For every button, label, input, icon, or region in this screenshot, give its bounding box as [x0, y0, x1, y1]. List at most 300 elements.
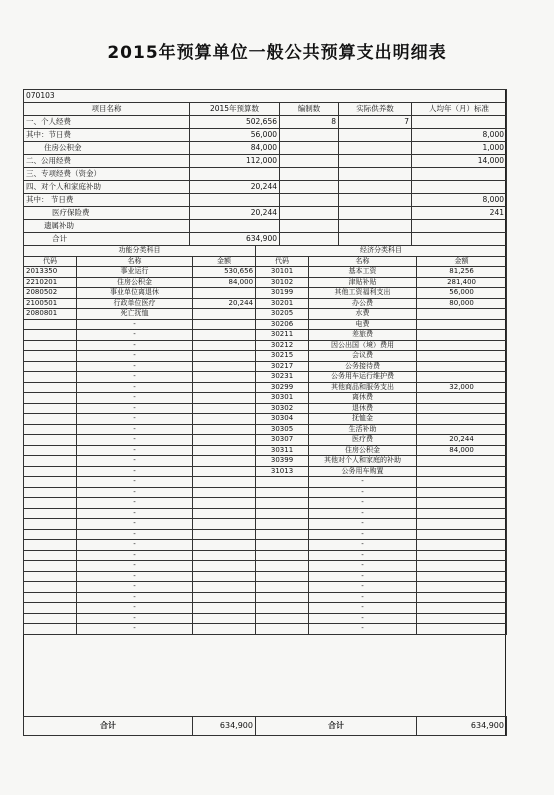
econ-code	[256, 561, 309, 572]
summary-amount: 84,000	[190, 142, 280, 155]
econ-amount	[417, 477, 507, 488]
func-amount	[193, 477, 256, 488]
table-row	[24, 519, 507, 530]
summary-row	[24, 142, 507, 155]
summary-shiji	[339, 220, 412, 233]
econ-amount	[417, 624, 507, 635]
table-row	[24, 561, 507, 572]
summary-bianzhi	[280, 207, 339, 220]
func-code	[24, 340, 77, 351]
econ-amount: 81,256	[417, 267, 507, 278]
econ-amount	[417, 508, 507, 519]
summary-standard	[412, 168, 507, 181]
econ-amount: 20,244	[417, 435, 507, 446]
func-amount	[193, 424, 256, 435]
econ-code	[256, 477, 309, 488]
header-bianzhi: 编制数	[280, 103, 339, 116]
econ-code: 30304	[256, 414, 309, 425]
econ-amount-header: 金额	[417, 256, 507, 267]
table-row	[24, 529, 507, 540]
func-amount	[193, 624, 256, 635]
func-name: -	[77, 487, 193, 498]
budget-sheet	[23, 89, 506, 736]
table-row	[24, 372, 507, 383]
econ-code: 30399	[256, 456, 309, 467]
summary-standard	[412, 181, 507, 194]
header-item-name: 项目名称	[24, 103, 190, 116]
func-amount: 20,244	[193, 298, 256, 309]
summary-row	[24, 207, 507, 220]
table-row	[24, 613, 507, 624]
summary-shiji	[339, 233, 412, 246]
econ-code	[256, 603, 309, 614]
summary-row	[24, 181, 507, 194]
econ-name: 会议费	[309, 351, 417, 362]
func-name: -	[77, 540, 193, 551]
func-code	[24, 319, 77, 330]
summary-amount	[190, 194, 280, 207]
func-amount	[193, 456, 256, 467]
econ-name: 公务用车购置	[309, 466, 417, 477]
econ-name: 公务用车运行维护费	[309, 372, 417, 383]
func-name: -	[77, 330, 193, 341]
total-amount-left: 634,900	[193, 717, 256, 736]
table-row	[24, 540, 507, 551]
func-amount	[193, 414, 256, 425]
table-row	[24, 435, 507, 446]
grand-total-row	[24, 717, 507, 736]
func-code	[24, 613, 77, 624]
econ-amount	[417, 529, 507, 540]
econ-name: 其他工资福利支出	[309, 288, 417, 299]
func-name: -	[77, 477, 193, 488]
header-shiji: 实际供养数	[339, 103, 412, 116]
func-amount	[193, 613, 256, 624]
table-row	[24, 508, 507, 519]
grid-header-row	[24, 256, 507, 267]
func-code	[24, 550, 77, 561]
table-row	[24, 393, 507, 404]
table-row	[24, 550, 507, 561]
econ-name: -	[309, 571, 417, 582]
summary-amount: 502,656	[190, 116, 280, 129]
func-code	[24, 582, 77, 593]
func-code	[24, 330, 77, 341]
summary-shiji	[339, 207, 412, 220]
econ-amount	[417, 613, 507, 624]
summary-standard: 1,000	[412, 142, 507, 155]
econ-amount	[417, 550, 507, 561]
econ-code	[256, 613, 309, 624]
table-row	[24, 582, 507, 593]
header-budget: 2015年预算数	[190, 103, 280, 116]
summary-item-name: 医疗保险费	[24, 207, 190, 220]
summary-item-name: 四、对个人和家庭补助	[24, 181, 190, 194]
func-amount	[193, 288, 256, 299]
func-name: -	[77, 466, 193, 477]
func-code	[24, 603, 77, 614]
summary-item-name: 遗属补助	[24, 220, 190, 233]
func-name: -	[77, 613, 193, 624]
summary-row	[24, 116, 507, 129]
table-row	[24, 603, 507, 614]
func-amount	[193, 519, 256, 530]
econ-name: -	[309, 592, 417, 603]
func-amount-header: 金额	[193, 256, 256, 267]
func-code	[24, 435, 77, 446]
func-name: -	[77, 561, 193, 572]
func-name: -	[77, 372, 193, 383]
econ-code	[256, 498, 309, 509]
econ-code: 30305	[256, 424, 309, 435]
func-name: 行政单位医疗	[77, 298, 193, 309]
summary-bianzhi	[280, 233, 339, 246]
summary-amount: 20,244	[190, 181, 280, 194]
econ-name: -	[309, 582, 417, 593]
econ-amount	[417, 571, 507, 582]
econ-amount	[417, 466, 507, 477]
summary-standard	[412, 116, 507, 129]
table-row	[24, 298, 507, 309]
econ-code	[256, 624, 309, 635]
section-header-row	[24, 246, 507, 257]
econ-name: -	[309, 624, 417, 635]
econ-code	[256, 508, 309, 519]
econ-code	[256, 550, 309, 561]
econ-name: -	[309, 613, 417, 624]
func-name: -	[77, 435, 193, 446]
summary-row	[24, 155, 507, 168]
summary-standard: 241	[412, 207, 507, 220]
func-code: 2210201	[24, 277, 77, 288]
summary-item-name: 住房公积金	[24, 142, 190, 155]
summary-item-name: 一、个人经费	[24, 116, 190, 129]
econ-code: 30211	[256, 330, 309, 341]
func-name: -	[77, 351, 193, 362]
summary-item-name: 合计	[24, 233, 190, 246]
func-name: -	[77, 456, 193, 467]
econ-amount	[417, 414, 507, 425]
econ-name: -	[309, 550, 417, 561]
func-name: -	[77, 571, 193, 582]
econ-name: 因公出国（境）费用	[309, 340, 417, 351]
table-row	[24, 477, 507, 488]
func-code	[24, 519, 77, 530]
table-row	[24, 288, 507, 299]
econ-code	[256, 571, 309, 582]
summary-bianzhi: 8	[280, 116, 339, 129]
econ-name: 办公费	[309, 298, 417, 309]
summary-row	[24, 220, 507, 233]
func-name: -	[77, 624, 193, 635]
func-name-header: 名称	[77, 256, 193, 267]
func-name: -	[77, 340, 193, 351]
func-code	[24, 508, 77, 519]
func-code	[24, 477, 77, 488]
func-amount	[193, 372, 256, 383]
econ-code	[256, 529, 309, 540]
func-amount	[193, 498, 256, 509]
func-code	[24, 361, 77, 372]
econ-name: -	[309, 603, 417, 614]
func-code: 2100501	[24, 298, 77, 309]
func-code	[24, 372, 77, 383]
func-name: -	[77, 519, 193, 530]
func-amount	[193, 319, 256, 330]
econ-code	[256, 487, 309, 498]
econ-amount: 32,000	[417, 382, 507, 393]
total-label-left: 合计	[24, 717, 193, 736]
econ-name: 医疗费	[309, 435, 417, 446]
econ-name: -	[309, 529, 417, 540]
func-name: -	[77, 361, 193, 372]
econ-amount	[417, 487, 507, 498]
econ-code: 30311	[256, 445, 309, 456]
table-row	[24, 403, 507, 414]
summary-bianzhi	[280, 142, 339, 155]
econ-name: 抚恤金	[309, 414, 417, 425]
summary-amount: 56,000	[190, 129, 280, 142]
func-code-header: 代码	[24, 256, 77, 267]
summary-amount: 112,000	[190, 155, 280, 168]
summary-shiji	[339, 194, 412, 207]
table-row	[24, 445, 507, 456]
summary-bianzhi	[280, 155, 339, 168]
summary-shiji	[339, 129, 412, 142]
econ-code: 30302	[256, 403, 309, 414]
table-row	[24, 571, 507, 582]
econ-code: 30205	[256, 309, 309, 320]
unit-row	[24, 90, 507, 103]
summary-row	[24, 129, 507, 142]
func-amount	[193, 592, 256, 603]
econ-amount	[417, 351, 507, 362]
summary-amount	[190, 168, 280, 181]
func-amount	[193, 508, 256, 519]
table-row	[24, 319, 507, 330]
func-section-title: 功能分类科目	[24, 246, 256, 257]
summary-bianzhi	[280, 168, 339, 181]
summary-standard	[412, 233, 507, 246]
func-amount	[193, 351, 256, 362]
econ-name: -	[309, 487, 417, 498]
func-name: 事业运行	[77, 267, 193, 278]
econ-amount	[417, 424, 507, 435]
func-amount: 530,656	[193, 267, 256, 278]
summary-amount: 20,244	[190, 207, 280, 220]
summary-amount: 634,900	[190, 233, 280, 246]
summary-standard: 8,000	[412, 129, 507, 142]
func-code	[24, 624, 77, 635]
econ-code: 30217	[256, 361, 309, 372]
func-code	[24, 403, 77, 414]
econ-code	[256, 519, 309, 530]
econ-amount	[417, 403, 507, 414]
func-amount	[193, 582, 256, 593]
func-amount	[193, 603, 256, 614]
table-row	[24, 340, 507, 351]
econ-amount	[417, 540, 507, 551]
table-row	[24, 624, 507, 635]
grand-total-table	[23, 716, 507, 736]
func-code	[24, 424, 77, 435]
summary-item-name: 三、专项经费（资金）	[24, 168, 190, 181]
unit-code: 070103	[24, 90, 190, 103]
summary-item-name: 其中：节日费	[24, 129, 190, 142]
econ-code: 30206	[256, 319, 309, 330]
econ-name: 水费	[309, 309, 417, 320]
func-code	[24, 498, 77, 509]
econ-amount	[417, 592, 507, 603]
econ-amount	[417, 340, 507, 351]
econ-name: 其他商品和服务支出	[309, 382, 417, 393]
econ-name: -	[309, 519, 417, 530]
summary-standard	[412, 220, 507, 233]
func-name: 事业单位离退休	[77, 288, 193, 299]
func-amount	[193, 487, 256, 498]
classification-table	[23, 245, 507, 635]
econ-code: 31013	[256, 466, 309, 477]
func-amount	[193, 445, 256, 456]
table-row	[24, 424, 507, 435]
econ-code: 30231	[256, 372, 309, 383]
table-row	[24, 277, 507, 288]
func-name: -	[77, 393, 193, 404]
econ-name: 住房公积金	[309, 445, 417, 456]
table-row	[24, 456, 507, 467]
summary-shiji	[339, 181, 412, 194]
summary-row	[24, 194, 507, 207]
summary-shiji	[339, 155, 412, 168]
econ-code: 30301	[256, 393, 309, 404]
econ-code: 30307	[256, 435, 309, 446]
econ-name: -	[309, 540, 417, 551]
func-code	[24, 445, 77, 456]
header-per-capita: 人均年（月）标准	[412, 103, 507, 116]
econ-name: 津贴补贴	[309, 277, 417, 288]
econ-amount: 80,000	[417, 298, 507, 309]
func-code	[24, 487, 77, 498]
econ-name: -	[309, 508, 417, 519]
table-row	[24, 309, 507, 320]
func-amount	[193, 466, 256, 477]
table-row	[24, 414, 507, 425]
econ-amount	[417, 393, 507, 404]
econ-amount	[417, 456, 507, 467]
summary-amount	[190, 220, 280, 233]
econ-name: 差旅费	[309, 330, 417, 341]
econ-code	[256, 582, 309, 593]
func-name: -	[77, 445, 193, 456]
econ-amount	[417, 330, 507, 341]
func-name: -	[77, 424, 193, 435]
econ-code: 30199	[256, 288, 309, 299]
total-label-right: 合计	[256, 717, 417, 736]
func-amount	[193, 403, 256, 414]
func-amount: 84,000	[193, 277, 256, 288]
econ-amount	[417, 603, 507, 614]
func-code	[24, 456, 77, 467]
func-amount	[193, 330, 256, 341]
page-title: 2015年预算单位一般公共预算支出明细表	[107, 43, 447, 63]
table-row	[24, 267, 507, 278]
econ-name: 离休费	[309, 393, 417, 404]
func-name: -	[77, 592, 193, 603]
func-amount	[193, 382, 256, 393]
econ-code: 30212	[256, 340, 309, 351]
func-amount	[193, 361, 256, 372]
econ-name: -	[309, 498, 417, 509]
econ-amount	[417, 561, 507, 572]
summary-header-row	[24, 103, 507, 116]
econ-code-header: 代码	[256, 256, 309, 267]
econ-code: 30299	[256, 382, 309, 393]
table-row	[24, 487, 507, 498]
econ-section-title: 经济分类科目	[256, 246, 507, 257]
func-code	[24, 571, 77, 582]
summary-bianzhi	[280, 194, 339, 207]
func-amount	[193, 540, 256, 551]
econ-code: 30101	[256, 267, 309, 278]
econ-amount	[417, 372, 507, 383]
func-amount	[193, 435, 256, 446]
table-row	[24, 361, 507, 372]
econ-amount	[417, 582, 507, 593]
summary-shiji	[339, 142, 412, 155]
econ-amount	[417, 498, 507, 509]
func-code	[24, 393, 77, 404]
econ-name: 公务接待费	[309, 361, 417, 372]
func-name: -	[77, 508, 193, 519]
econ-name: 其他对个人和家庭的补助	[309, 456, 417, 467]
func-name: -	[77, 403, 193, 414]
func-amount	[193, 340, 256, 351]
econ-amount: 281,400	[417, 277, 507, 288]
econ-name: -	[309, 477, 417, 488]
econ-name: 基本工资	[309, 267, 417, 278]
func-code: 2080801	[24, 309, 77, 320]
table-row	[24, 330, 507, 341]
func-amount	[193, 529, 256, 540]
econ-name-header: 名称	[309, 256, 417, 267]
summary-shiji: 7	[339, 116, 412, 129]
func-name: 住房公积金	[77, 277, 193, 288]
summary-standard: 14,000	[412, 155, 507, 168]
summary-item-name: 二、公用经费	[24, 155, 190, 168]
func-code	[24, 466, 77, 477]
func-amount	[193, 393, 256, 404]
table-row	[24, 592, 507, 603]
summary-shiji	[339, 168, 412, 181]
func-code	[24, 529, 77, 540]
func-code	[24, 382, 77, 393]
econ-amount: 84,000	[417, 445, 507, 456]
func-name: -	[77, 382, 193, 393]
summary-item-name: 其中： 节日费	[24, 194, 190, 207]
func-code	[24, 561, 77, 572]
summary-bianzhi	[280, 129, 339, 142]
summary-row	[24, 168, 507, 181]
econ-amount	[417, 361, 507, 372]
summary-bianzhi	[280, 220, 339, 233]
econ-name: 电费	[309, 319, 417, 330]
func-amount	[193, 550, 256, 561]
func-code	[24, 540, 77, 551]
func-code	[24, 351, 77, 362]
table-row	[24, 498, 507, 509]
func-name: 死亡抚恤	[77, 309, 193, 320]
func-amount	[193, 561, 256, 572]
